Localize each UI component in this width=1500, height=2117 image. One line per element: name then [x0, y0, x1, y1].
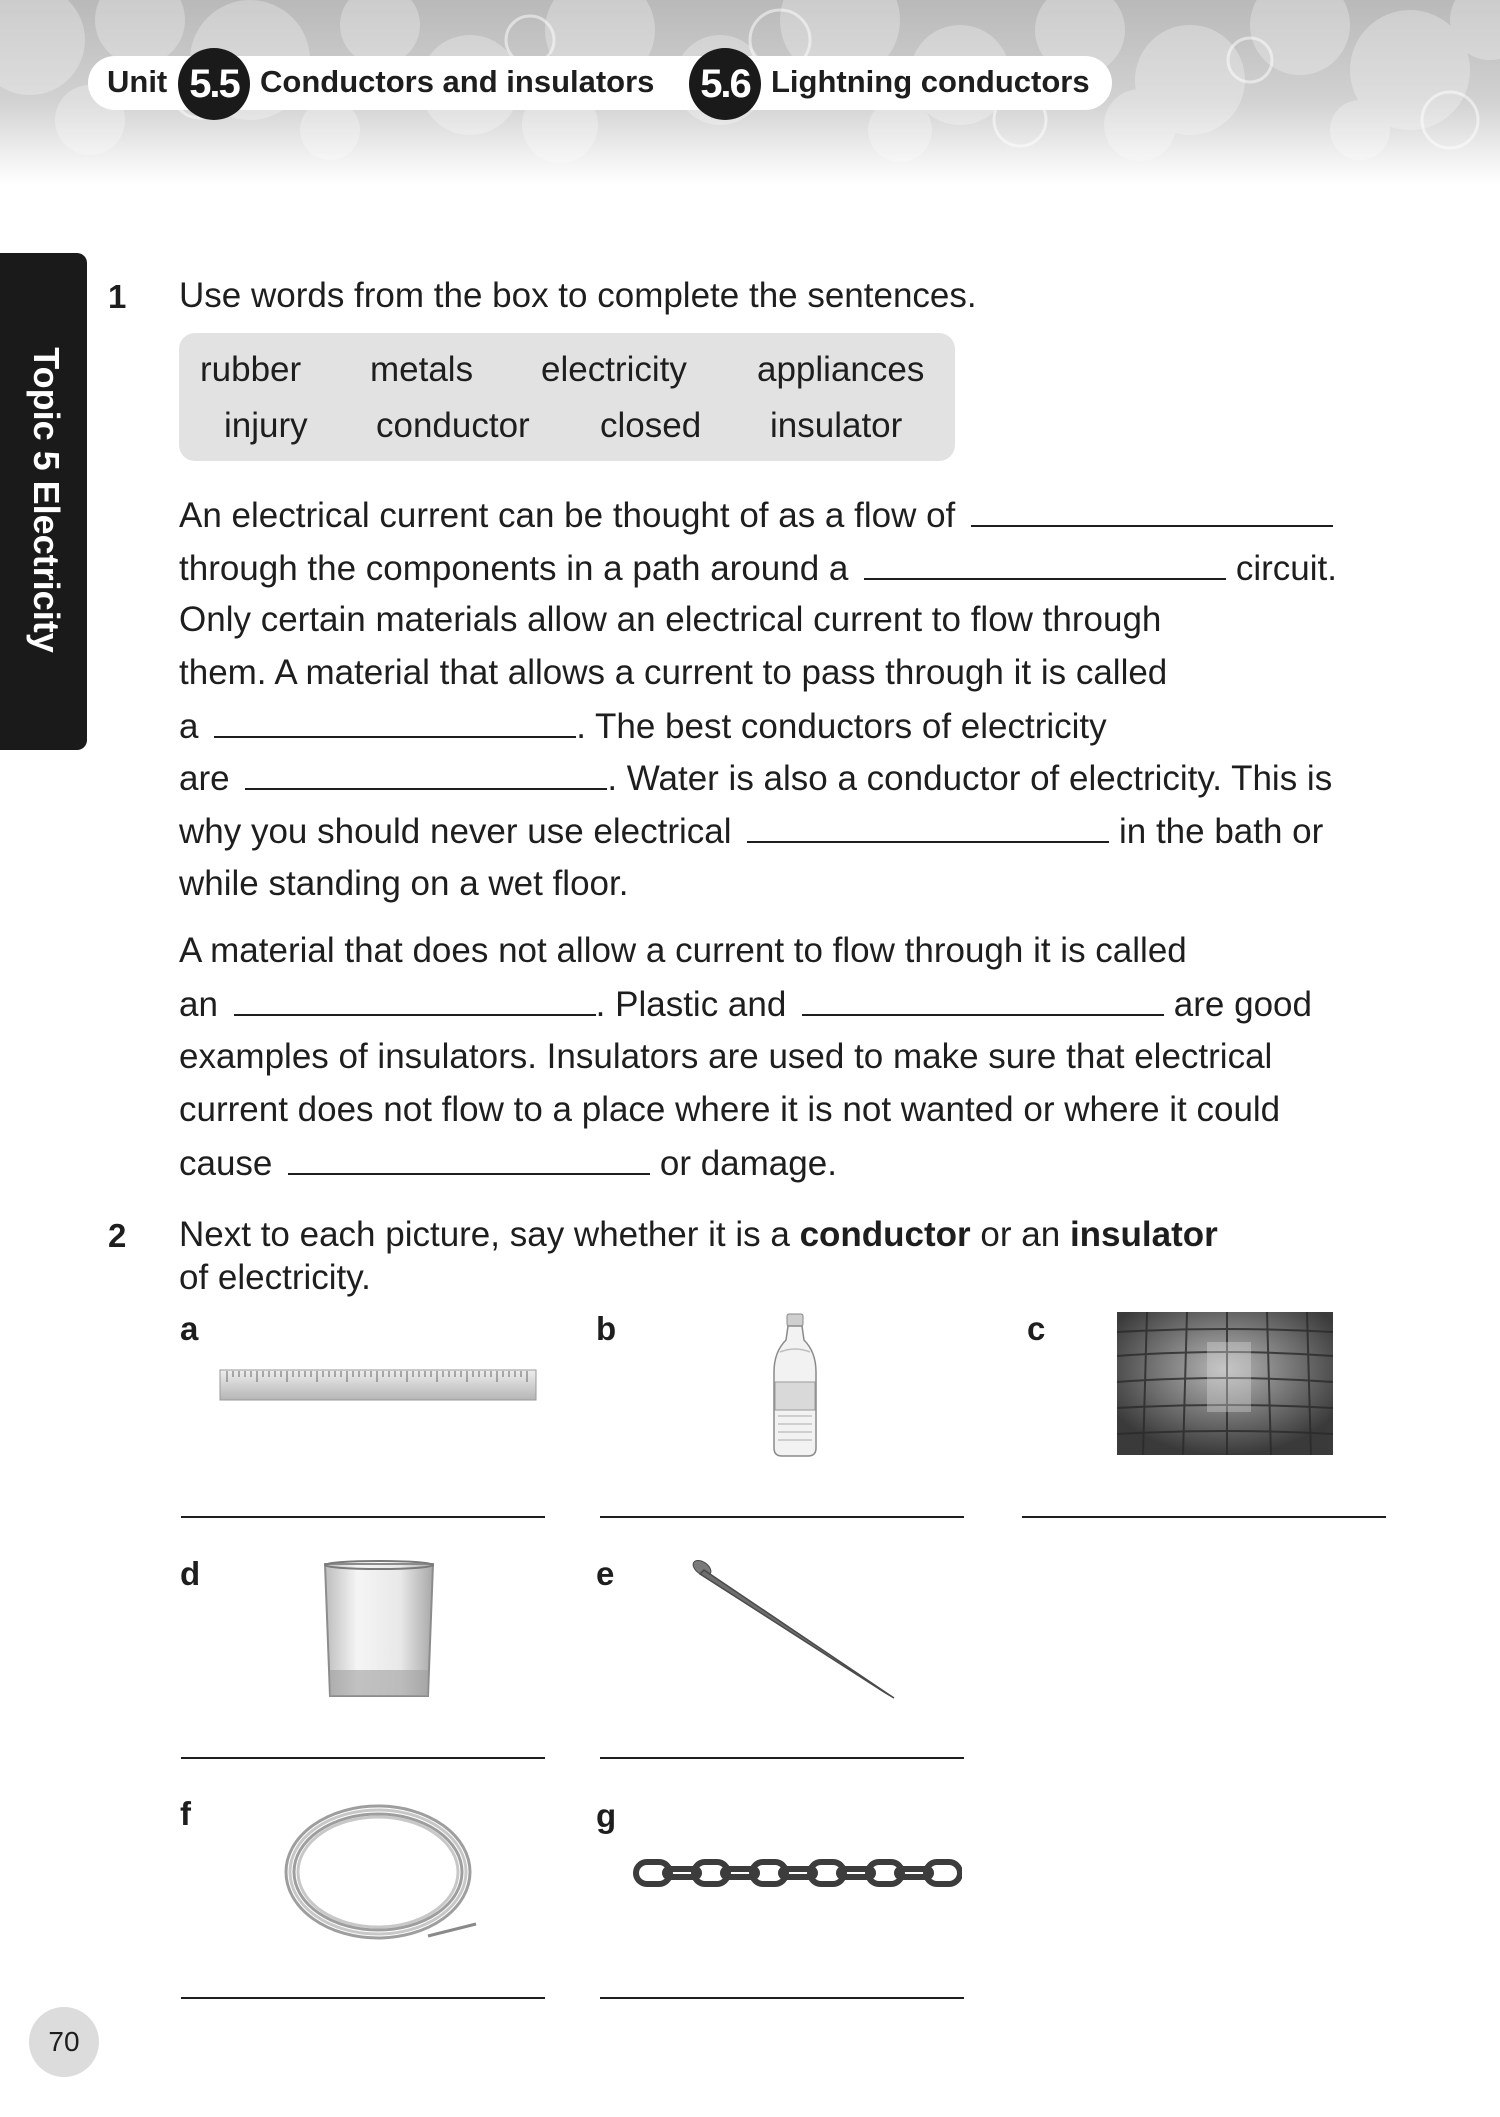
item-letter: b: [596, 1310, 617, 1347]
prompt-text: Next to each picture, say whether it is a: [179, 1215, 790, 1254]
answer-line[interactable]: [181, 1997, 545, 1999]
prompt-bold-conductor: conductor: [799, 1215, 971, 1254]
word-box-item: appliances: [757, 350, 925, 389]
unit-title: Conductors and insulators: [260, 64, 655, 99]
answer-line[interactable]: [600, 1757, 964, 1759]
question-number: 1: [108, 278, 127, 315]
page-number: 70: [29, 2007, 99, 2077]
answer-blank[interactable]: [245, 758, 607, 790]
wire-coil-icon: [278, 1796, 478, 1948]
item-letter: c: [1027, 1310, 1046, 1347]
paragraph-line: [179, 706, 1107, 747]
paragraph-line: examples of insulators. Insulators are used to make sure that electrical: [179, 1037, 1273, 1076]
paragraph-line: Only certain materials allow an electrical current to flow through: [179, 600, 1162, 639]
question-prompt: of electricity.: [179, 1258, 371, 1297]
item-letter: e: [596, 1555, 615, 1592]
question-number: 2: [108, 1217, 127, 1254]
paragraph-text: or damage.: [659, 1144, 837, 1183]
paragraph-text: are good: [1173, 985, 1312, 1024]
word-box-item: conductor: [376, 406, 530, 445]
unit-number-badge: 5.5: [178, 48, 250, 120]
paragraph-line: [179, 1143, 837, 1184]
word-box-item: electricity: [541, 350, 687, 389]
drinking-glass-icon: [322, 1560, 436, 1700]
answer-line[interactable]: [600, 1516, 964, 1518]
paragraph-text: why you should never use electrical: [179, 812, 732, 851]
water-bottle-icon: [770, 1312, 820, 1458]
unit-title: Lightning conductors: [771, 64, 1090, 99]
paragraph-line: [179, 548, 1337, 589]
paragraph-text: An electrical current can be thought of as a flow of: [179, 496, 956, 535]
paragraph-text: an: [179, 985, 218, 1024]
ruler-icon: [219, 1366, 537, 1404]
paragraph-line: [179, 811, 1323, 852]
paragraph-text: are: [179, 759, 230, 798]
answer-line[interactable]: [181, 1516, 545, 1518]
answer-blank[interactable]: [864, 548, 1226, 580]
paragraph-line: [179, 758, 1332, 799]
paragraph-text: in the bath or: [1118, 812, 1324, 851]
word-box-item: injury: [224, 406, 308, 445]
paragraph-text: cause: [179, 1144, 273, 1183]
item-letter: g: [596, 1797, 617, 1834]
topic-side-tab-label: Topic 5 Electricity: [26, 347, 67, 653]
word-box-item: closed: [600, 406, 702, 445]
paragraph-text: a: [179, 707, 199, 746]
word-box-item: metals: [370, 350, 474, 389]
answer-line[interactable]: [181, 1757, 545, 1759]
paragraph-line: current does not flow to a place where it is not wanted or where it could: [179, 1090, 1281, 1129]
paragraph-line: while standing on a wet floor.: [179, 864, 629, 903]
item-letter: f: [180, 1795, 191, 1832]
paragraph-line: them. A material that allows a current to pass through it is called: [179, 653, 1168, 692]
paragraph-line: [179, 984, 1312, 1025]
answer-blank[interactable]: [234, 984, 596, 1016]
answer-blank[interactable]: [802, 984, 1164, 1016]
paragraph-line: [179, 495, 1333, 536]
answer-blank[interactable]: [288, 1143, 650, 1175]
answer-line[interactable]: [1022, 1516, 1386, 1518]
prompt-text: or an: [980, 1215, 1061, 1254]
answer-blank[interactable]: [971, 495, 1333, 527]
prompt-bold-insulator: insulator: [1069, 1215, 1218, 1254]
word-box-item: insulator: [770, 406, 903, 445]
item-letter: a: [180, 1310, 199, 1347]
answer-blank[interactable]: [214, 706, 576, 738]
nail-icon: [690, 1558, 900, 1704]
question-prompt: Use words from the box to complete the sentences.: [179, 276, 977, 315]
chain-icon: [632, 1856, 962, 1890]
paragraph-text: . Water is also a conductor of electricity. This is: [607, 759, 1333, 798]
question-prompt: [179, 1215, 1218, 1255]
paragraph-line: A material that does not allow a current to flow through it is called: [179, 931, 1187, 970]
unit-label: Unit: [107, 64, 168, 99]
paragraph-text: . The best conductors of electricity: [576, 707, 1107, 746]
answer-line[interactable]: [600, 1997, 964, 1999]
unit-number-badge: 5.6: [689, 48, 761, 120]
item-letter: d: [180, 1555, 201, 1592]
paragraph-text: through the components in a path around a: [179, 549, 849, 588]
paragraph-text: . Plastic and: [595, 985, 787, 1024]
wet-cobblestone-icon: [1117, 1312, 1333, 1455]
word-box-item: rubber: [200, 350, 302, 389]
paragraph-text: circuit.: [1235, 549, 1337, 588]
answer-blank[interactable]: [747, 811, 1109, 843]
